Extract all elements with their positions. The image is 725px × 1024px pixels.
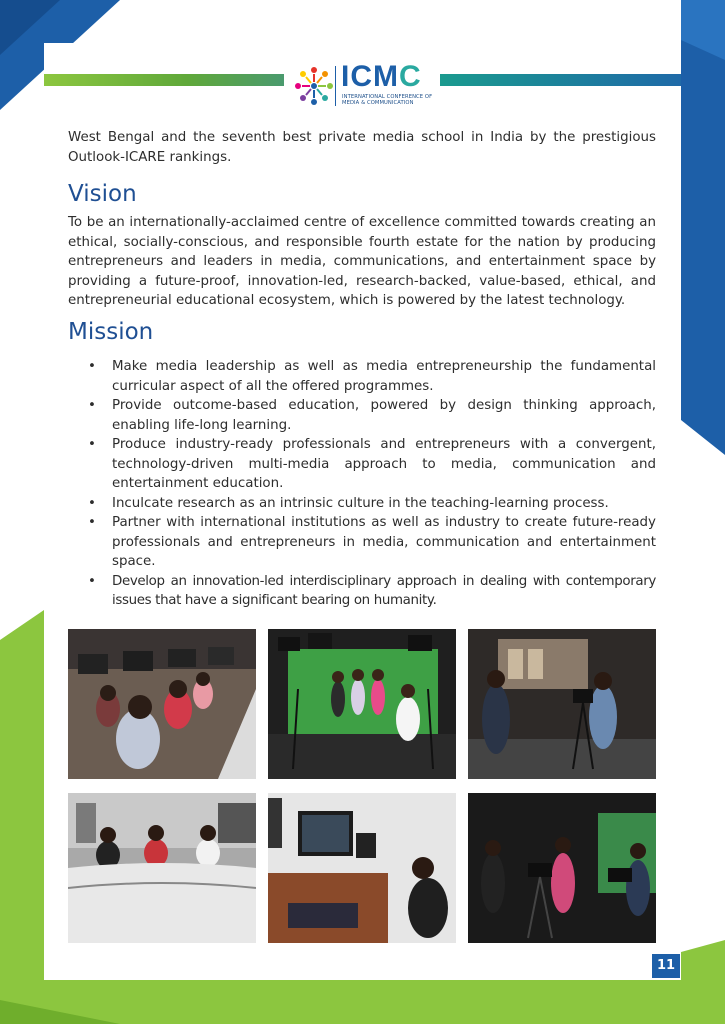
- mission-heading: Mission: [68, 319, 154, 345]
- people-circle-logo-icon: [292, 64, 336, 108]
- news-desk-image: [68, 793, 256, 943]
- computer-lab-image: [68, 629, 256, 779]
- logo-subtitle-line1: INTERNATIONAL CONFERENCE OF: [342, 94, 433, 100]
- mission-list: [88, 357, 656, 611]
- header-blue-bar: [440, 74, 681, 86]
- mission-item-text: Provide outcome-based education, powered by design thinking approach, enabling life-long learning.: [112, 398, 656, 433]
- audio-mixing-photo: [268, 793, 456, 943]
- vision-paragraph: To be an internationally-acclaimed centre of excellence committed towards creating an ethical, socially-conscious, and responsible fourth estate for the nation by producing entrepreneurs and leaders in media, communications, and entertainment space by providing a future-proof, innovation-led, research-backed, value-based, ethical, and entrepreneurial educational ecosystem, which is powered by the latest technology.: [68, 215, 656, 308]
- mission-item-text: Make media leadership as well as media entrepreneurship the fundamental curricular aspect of all the offered programmes.: [112, 359, 656, 394]
- bullet-icon: •: [88, 437, 96, 452]
- tv-studio-crew-image: [468, 629, 656, 779]
- bullet-icon: •: [88, 398, 96, 413]
- news-desk-photo: [68, 793, 256, 943]
- icmc-logo: [292, 62, 438, 110]
- header-green-bar: [44, 74, 284, 86]
- green-screen-studio-image: [268, 629, 456, 779]
- logo-acronym-part1: ICM: [341, 60, 399, 93]
- logo-subtitle-line2: MEDIA & COMMUNICATION: [342, 100, 414, 106]
- bullet-icon: •: [88, 573, 96, 589]
- logo-divider: [335, 66, 336, 106]
- computer-lab-photo: [68, 629, 256, 779]
- mission-item: [88, 494, 656, 514]
- camera-crew-image: [468, 793, 656, 943]
- audio-mixing-image: [268, 793, 456, 943]
- mission-item-text: Develop an innovation-led interdisciplinary approach in dealing with contemporary issues that have a significant bearing on humanity.: [112, 573, 656, 608]
- logo-subtitle: [342, 94, 432, 106]
- mission-item-text: Partner with international institutions as well as industry to create future-ready professionals and entrepreneurs in media, communication and entertainment space.: [112, 515, 656, 569]
- mission-item: [88, 396, 656, 435]
- intro-paragraph: West Bengal and the seventh best private media school in India by the prestigious Outlook-ICARE rankings.: [68, 130, 656, 165]
- bullet-icon: •: [88, 495, 96, 511]
- mission-item: [88, 513, 656, 572]
- green-screen-studio-photo: [268, 629, 456, 779]
- logo-acronym-part2: C: [399, 60, 422, 93]
- mission-item: [88, 357, 656, 396]
- logo-acronym: [341, 60, 422, 94]
- mission-item: [88, 572, 656, 611]
- page-number: 11: [652, 954, 680, 978]
- mission-item-text: Inculcate research as an intrinsic culture in the teaching-learning process.: [112, 495, 609, 511]
- bullet-icon: •: [88, 515, 96, 530]
- bullet-icon: •: [88, 359, 96, 374]
- camera-crew-photo: [468, 793, 656, 943]
- mission-item: [88, 435, 656, 494]
- tv-studio-crew-photo: [468, 629, 656, 779]
- vision-heading: Vision: [68, 181, 137, 207]
- mission-item-text: Produce industry-ready professionals and entrepreneurs with a convergent, technology-driven multi-media approach to media, communication and entertainment education.: [112, 437, 656, 491]
